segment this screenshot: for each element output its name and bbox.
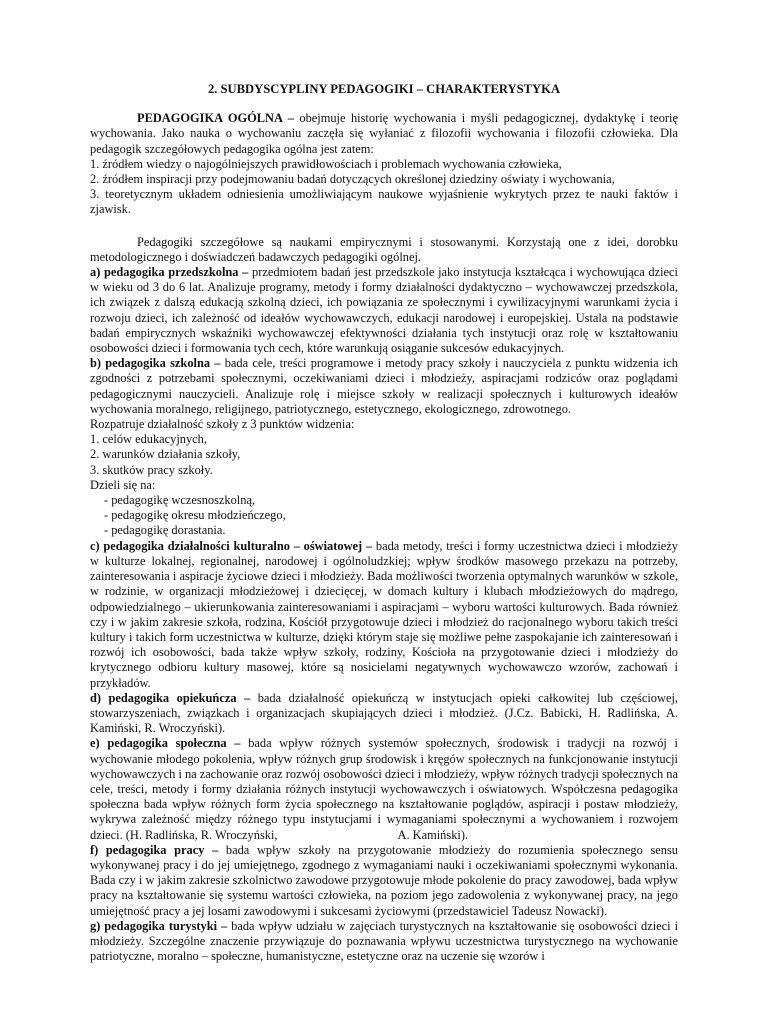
section-b [90, 356, 678, 417]
section-g [90, 919, 678, 965]
list-item: 1. celów edukacyjnych, [90, 432, 207, 447]
section-d [90, 691, 678, 737]
paragraph-pedagogika-ogolna [90, 111, 678, 157]
term-d: d) pedagogika opiekuńcza – [90, 690, 251, 705]
text-d: bada działalność opiekuńczą w instytucjach opieki całkowitej lub częściowej, stowarzyszeniach, związkach i organizacjach skupiających dzieci i młodzież. (J.Cz. Babicki, H. Radlińska, A. Kamiński, R. Wroczyński). [90, 690, 678, 736]
list-item: - pedagogikę wczesnoszkolną, [104, 493, 256, 508]
paragraph-pedagogiki-szczegolowe: Pedagogiki szczegółowe są naukami empirycznymi i stosowanymi. Korzystają one z idei, dorobku metodologicznego i doświadczeń badawczych pedagogiki ogólnej. [90, 234, 678, 264]
text-pedagogika-ogolna: obejmuje historię wychowania i myśli pedagogicznej, dydaktykę i teorię wychowania. Jako nauka o wychowaniu zaczęła się wyłaniać z filozofii wychowania i filozofii człowieka. Dla pedagogik szczegółowych pedagogika ogólna jest zatem: [90, 111, 678, 156]
text-b: bada cele, treści programowe i metody pracy szkoły i nauczyciela z punktu widzenia ich zgodności z potrzebami społecznymi, oczekiwaniami dzieci i młodzieży, aspiracjami rodziców oraz poglądami pedagogicznymi nauczycieli. Analizuje rolę i miejsce szkoły w realizacji społecznych i kulturowych ideałów wychowania moralnego, religijnego, patriotycznego, estetycznego, ekologicznego, zdrowotnego. [90, 356, 678, 416]
term-e: e) pedagogika społeczna – [90, 736, 241, 751]
list-item: 3. skutków pracy szkoły. [90, 462, 213, 477]
section-a [90, 265, 678, 356]
section-b-division-intro: Dzieli się na: [90, 477, 156, 492]
page-title: 2. SUBDYSCYPLINY PEDAGOGIKI – CHARAKTERYSTYKA [207, 82, 561, 96]
section-c [90, 539, 678, 691]
text-g: bada wpływ udziału w zajęciach turystycznych na kształtowanie się osobowości dzieci i młodzieży. Szczególne znaczenie przywiązuje do poznawania wpływu uczestnictwa turystycznego na wychowanie patriotyczne, moralno – społeczne, humanistyczne, estetyczne oraz na uczenie się wzorów i [90, 918, 679, 964]
term-g: g) pedagogika turystyki – [90, 918, 228, 933]
text-a: przedmiotem badań jest przedszkole jako instytucja kształcąca i wychowująca dzieci w wieku od 3 do 6 lat. Analizuje programy, metody i formy działalności dydaktyczno – wychowawczej przedszkola, ich związek z dalszą edukacją szkolną dzieci, ich powiązania ze społecznymi i cywilizacyjnymi warunkami życia i rozwoju dzieci, ich zależność od ideałów wychowawczych, edukacji narodowej i europejskiej. Ustala na podstawie badań empirycznych wskaźniki wychowawczej efektywności działania tych instytucji oraz rolę w kształtowaniu osobowości dzieci i formowania tych cech, które warunkują osiąganie sukcesów edukacyjnych. [90, 265, 678, 356]
text-f: bada wpływ szkoły na przygotowanie młodzieży do rozumienia społecznego sensu wykonywanej pracy i do jej umiejętnego, zgodnego z wymaganiami nauki i oczekiwaniami społecznymi wykonania. Bada czy i w jakim zakresie szkolnictwo zawodowe przygotowuje młode pokolenie do pracy zawodowej, bada wpływ pracy na kształtowanie się systemu wartości człowieka, na poziom jego zadowolenia z wykonywanej pracy, na jego umiejętność pracy a jej losami zawodowymi i sukcesami życiowymi (przedstawiciel Tadeusz Nowacki). [90, 842, 678, 918]
list-item: - pedagogikę okresu młodzieńczego, [104, 508, 286, 523]
list-item: 3. teoretycznym układem odniesienia umożliwiającym naukowe wyjaśnienie wykrytych przez te nauki faktów i zjawisk. [90, 187, 678, 217]
text-e-tail: A. Kamiński). [397, 827, 469, 842]
section-b-points-intro: Rozpatruje działalność szkoły z 3 punktów widzenia: [90, 417, 355, 432]
term-a: a) pedagogika przedszkolna – [90, 265, 249, 280]
text-e: bada wpływ różnych systemów społecznych, środowisk i tradycji na rozwój i wychowanie młodego pokolenia, wpływ różnych grup środowisk i kręgów społecznych na funkcjonowanie instytucji wychowawczych i na zachowanie oraz rozwój osobowości dzieci i młodzieży, wpływ różnych tradycji społecznych na cele, treści, metody i formy działania różnych instytucji wychowawczych i oświatowych. Współczesna pedagogika społeczna bada wpływ różnych form życia społecznego na kształtowanie poglądów, aspiracji i postaw młodzieży, wykrywa zależność między różnego typu instytucjami i wymaganiami społecznymi a wychowaniem i rozwojem dzieci. (H. Radlińska, R. Wroczyński, [90, 736, 678, 842]
list-item: 2. źródłem inspiracji przy podejmowaniu badań dotyczących określonej dziedziny oświaty i wychowania, [90, 172, 615, 187]
list-item: 2. warunków działania szkoły, [90, 447, 241, 462]
text-c: bada metody, treści i formy uczestnictwa dzieci i młodzieży w kulturze lokalnej, regionalnej, narodowej i ogólnoludzkiej; wpływ środków masowego przekazu na potrzeby, zainteresowania i aspiracje życiowe dzieci i młodzieży. Bada możliwości tworzenia optymalnych warunków w szkole, w rodzinie, w organizacji młodzieżowej i dziecięcej, w domach kultury i klubach młodzieżowych do mądrego, odpowiedzialnego – ukierunkowania zainteresowaniami i aspiracjami – wyboru wartości kulturowych. Bada również czy i w jakim zakresie szkoła, rodzina, Kościół przygotowuje dzieci i młodzież do racjonalnego wyboru takich treści kultury i takich form uczestnictwa w kulturze, dzięki którym staje się możliwe pełne zaspokajanie ich zainteresowań i rozwój ich osobowości, bada także wpływ szkoły, rodziny, Kościoła na przygotowanie dzieci i młodzieży do krytycznego odbioru kultury masowej, które są nosicielami negatywnych wychowawczo wzorów, zachowań i przykładów. [90, 538, 678, 690]
term-b: b) pedagogika szkolna – [90, 356, 221, 371]
section-f [90, 843, 678, 919]
term-f: f) pedagogika pracy – [90, 842, 219, 857]
term-c: c) pedagogika działalności kulturalno – oświatowej – [90, 538, 373, 553]
list-item: 1. źródłem wiedzy o najogólniejszych prawidłowościach i problemach wychowania człowieka, [90, 156, 562, 171]
section-e [90, 736, 678, 842]
list-item: - pedagogikę dorastania. [104, 523, 226, 538]
term-pedagogika-ogolna: PEDAGOGIKA OGÓLNA – [137, 111, 294, 126]
